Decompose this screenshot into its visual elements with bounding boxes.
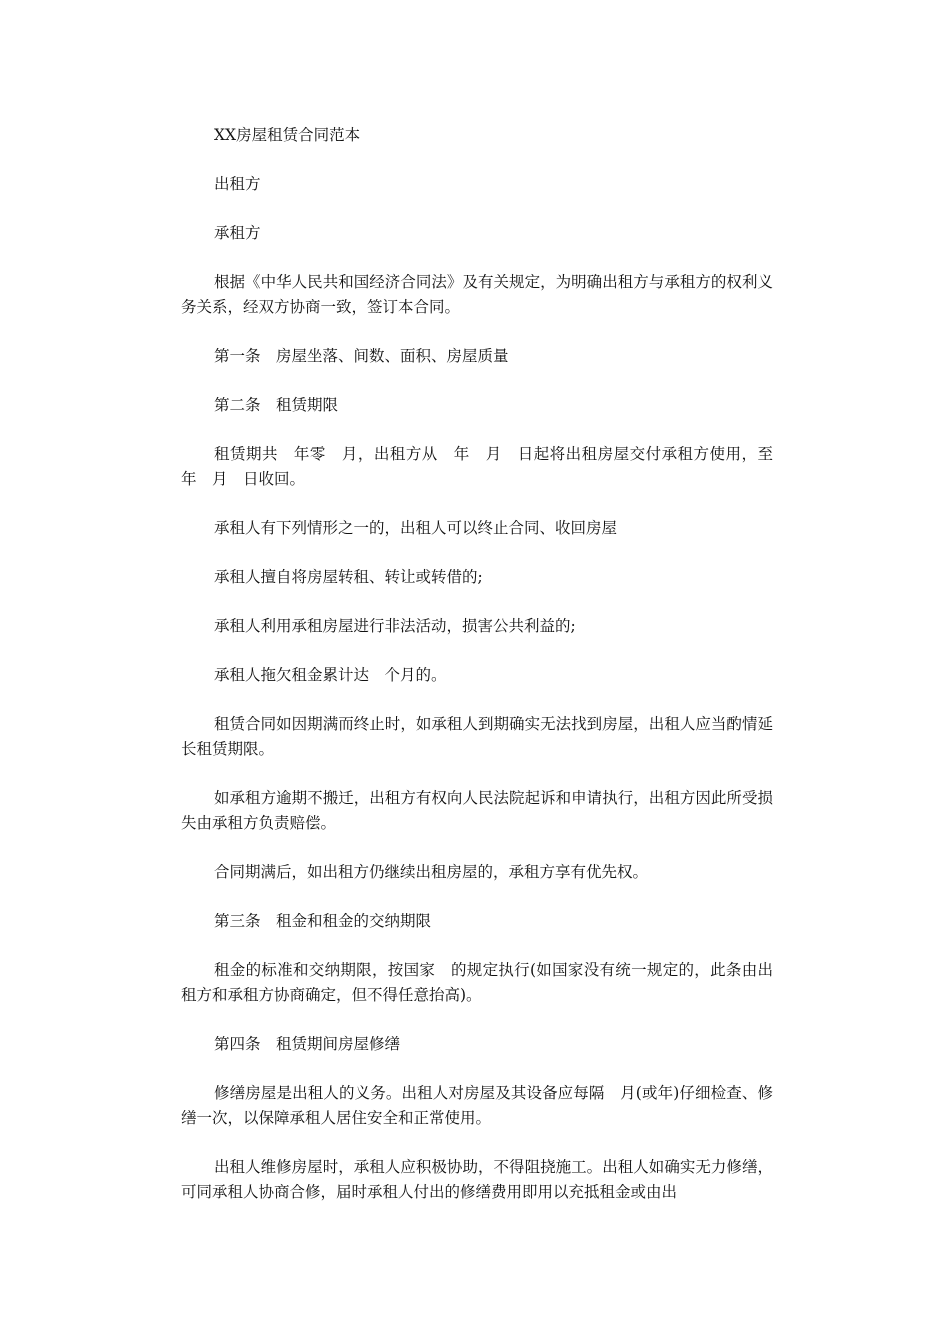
termination-item-rent-arrears: 承租人拖欠租金累计达 个月的。	[214, 666, 447, 684]
article-4-heading: 第四条 租赁期间房屋修缮	[214, 1035, 401, 1053]
termination-item-sublet: 承租人擅自将房屋转租、转让或转借的;	[214, 568, 483, 586]
document-body	[181, 123, 789, 1229]
rent-standard-paragraph: 租金的标准和交纳期限，按国家 的规定执行(如国家没有统一规定的，此条由出租方和承租方协商确定，但不得任意抬高)。	[181, 961, 773, 1004]
priority-right-paragraph: 合同期满后，如出租方仍继续出租房屋的，承租方享有优先权。	[214, 863, 649, 881]
repair-cooperation-paragraph: 出租人维修房屋时，承租人应积极协助，不得阻挠施工。出租人如确实无力修缮，可同承租人协商合修，届时承租人付出的修缮费用即用以充抵租金或由出	[181, 1158, 773, 1201]
preamble-paragraph: 根据《中华人民共和国经济合同法》及有关规定，为明确出租方与承租方的权利义务关系，经双方协商一致，签订本合同。	[181, 273, 773, 316]
article-3-heading: 第三条 租金和租金的交纳期限	[214, 912, 432, 930]
repair-duty-paragraph: 修缮房屋是出租人的义务。出租人对房屋及其设备应每隔 月(或年)仔细检查、修缮一次，以保障承租人居住安全和正常使用。	[181, 1084, 773, 1127]
lease-term-paragraph: 租赁期共 年零 月，出租方从 年 月 日起将出租房屋交付承租方使用，至 年 月 日收回。	[181, 445, 789, 488]
party-lessor-line: 出租方	[214, 175, 261, 193]
overdue-eviction-paragraph: 如承租方逾期不搬迁，出租方有权向人民法院起诉和申请执行，出租方因此所受损失由承租方负责赔偿。	[181, 789, 773, 832]
termination-item-illegal-use: 承租人利用承租房屋进行非法活动，损害公共利益的;	[214, 617, 576, 635]
article-1-heading: 第一条 房屋坐落、间数、面积、房屋质量	[214, 347, 509, 365]
termination-conditions-paragraph: 承租人有下列情形之一的，出租人可以终止合同、收回房屋	[214, 519, 618, 537]
party-lessee-line: 承租方	[214, 224, 261, 242]
document-title: XX房屋租赁合同范本	[214, 126, 361, 144]
expiry-extension-paragraph: 租赁合同如因期满而终止时，如承租人到期确实无法找到房屋，出租人应当酌情延长租赁期限。	[181, 715, 773, 758]
article-2-heading: 第二条 租赁期限	[214, 396, 339, 414]
